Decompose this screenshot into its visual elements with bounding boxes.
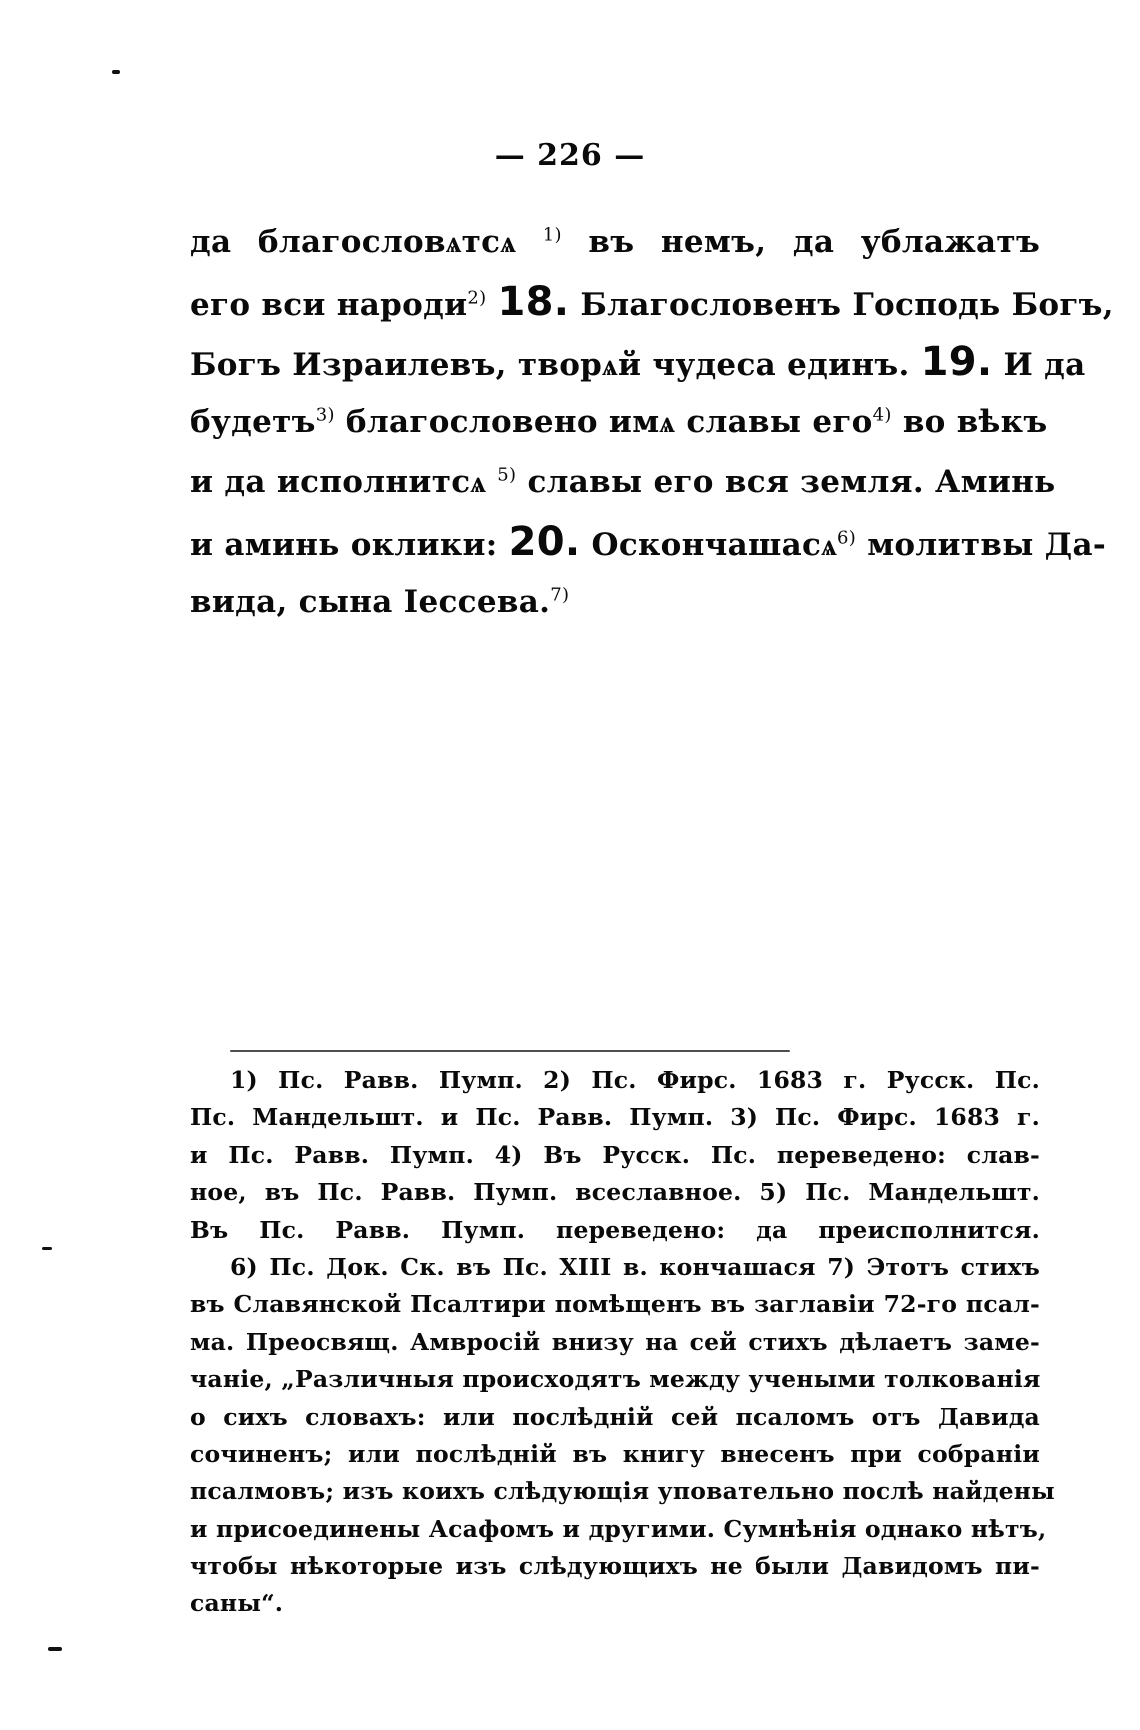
show-through-area <box>190 862 1040 1062</box>
footnote-line: сочиненъ; или послѣдній въ книгу внесенъ при собраніи <box>190 1439 1040 1468</box>
verse-number: 18. <box>497 279 570 325</box>
psalm-line: и аминь оклики: 20. Оскончашасѧ$^{6)}$ молитвы Да- <box>190 519 1107 565</box>
footnote-line: Пс. Мандельшт. и Пс. Равв. Пумп. 3) Пс. Фирс. 1683 г. <box>190 1103 1040 1132</box>
footnote-line: псалмовъ; изъ коихъ слѣдующія уповательно послѣ найдены <box>190 1477 1055 1506</box>
scan-speck <box>42 1247 52 1250</box>
footnote-line: саны“. <box>190 1589 284 1618</box>
footnotes <box>190 1062 1055 1623</box>
scan-speck <box>112 70 120 74</box>
psalm-text <box>190 212 1114 632</box>
scan-speck <box>48 1647 62 1651</box>
verse-number: 19. <box>920 339 993 385</box>
footnote-line: Въ Пс. Равв. Пумп. переведено: да преисполнится. <box>190 1215 1040 1244</box>
psalm-line: и да исполнитсѧ $^{5)}$ славы его вся земля. Аминь <box>190 464 1056 500</box>
footnote-line: ное, въ Пс. Равв. Пумп. всеславное. 5) Пс. Мандельшт. <box>190 1178 1040 1207</box>
psalm-line: Богъ Израилевъ, творѧй чудеса единъ. 19. И да <box>190 339 1086 385</box>
footnote-line: чтобы нѣкоторые изъ слѣдующихъ не были Давидомъ пи- <box>190 1552 1040 1581</box>
footnote-line: чаніе, „Различныя происходятъ между учеными толкованія <box>190 1365 1041 1394</box>
footnote-line: и присоединены Асафомъ и другими. Сумнѣнія однако нѣтъ, <box>190 1514 1047 1543</box>
psalm-line: да благословѧтсѧ $^{1)}$ въ немъ, да ублажатъ <box>190 224 1041 260</box>
footnote-line: 6) Пс. Док. Ск. въ Пс. XIII в. кончашася 7) Этотъ стихъ <box>230 1252 1040 1281</box>
footnote-line: въ Славянской Псалтири помѣщенъ въ заглавіи 72-го псал- <box>190 1290 1040 1319</box>
psalm-line: вида, сына Іессева.$^{7)}$ <box>190 584 570 620</box>
footnote-line: и Пс. Равв. Пумп. 4) Въ Русск. Пс. переведено: слав- <box>190 1140 1040 1169</box>
psalm-line: будетъ$^{3)}$ благословено имѧ славы его$^{4)}$ во вѣкъ <box>190 404 1048 440</box>
footnote-line: о сихъ словахъ: или послѣдній сей псаломъ отъ Давида <box>190 1402 1040 1431</box>
page-number: — 226 — <box>494 138 646 173</box>
verse-number: 20. <box>508 519 581 565</box>
footnote-line: ма. Преосвящ. Амвросій внизу на сей стихъ дѣлаетъ заме- <box>190 1327 1040 1356</box>
psalm-line: его вси народи$^{2)}$ 18. Благословенъ Господь Богъ, <box>190 279 1114 325</box>
footnote-line: 1) Пс. Равв. Пумп. 2) Пс. Фирс. 1683 г. Русск. Пс. <box>230 1066 1040 1094</box>
